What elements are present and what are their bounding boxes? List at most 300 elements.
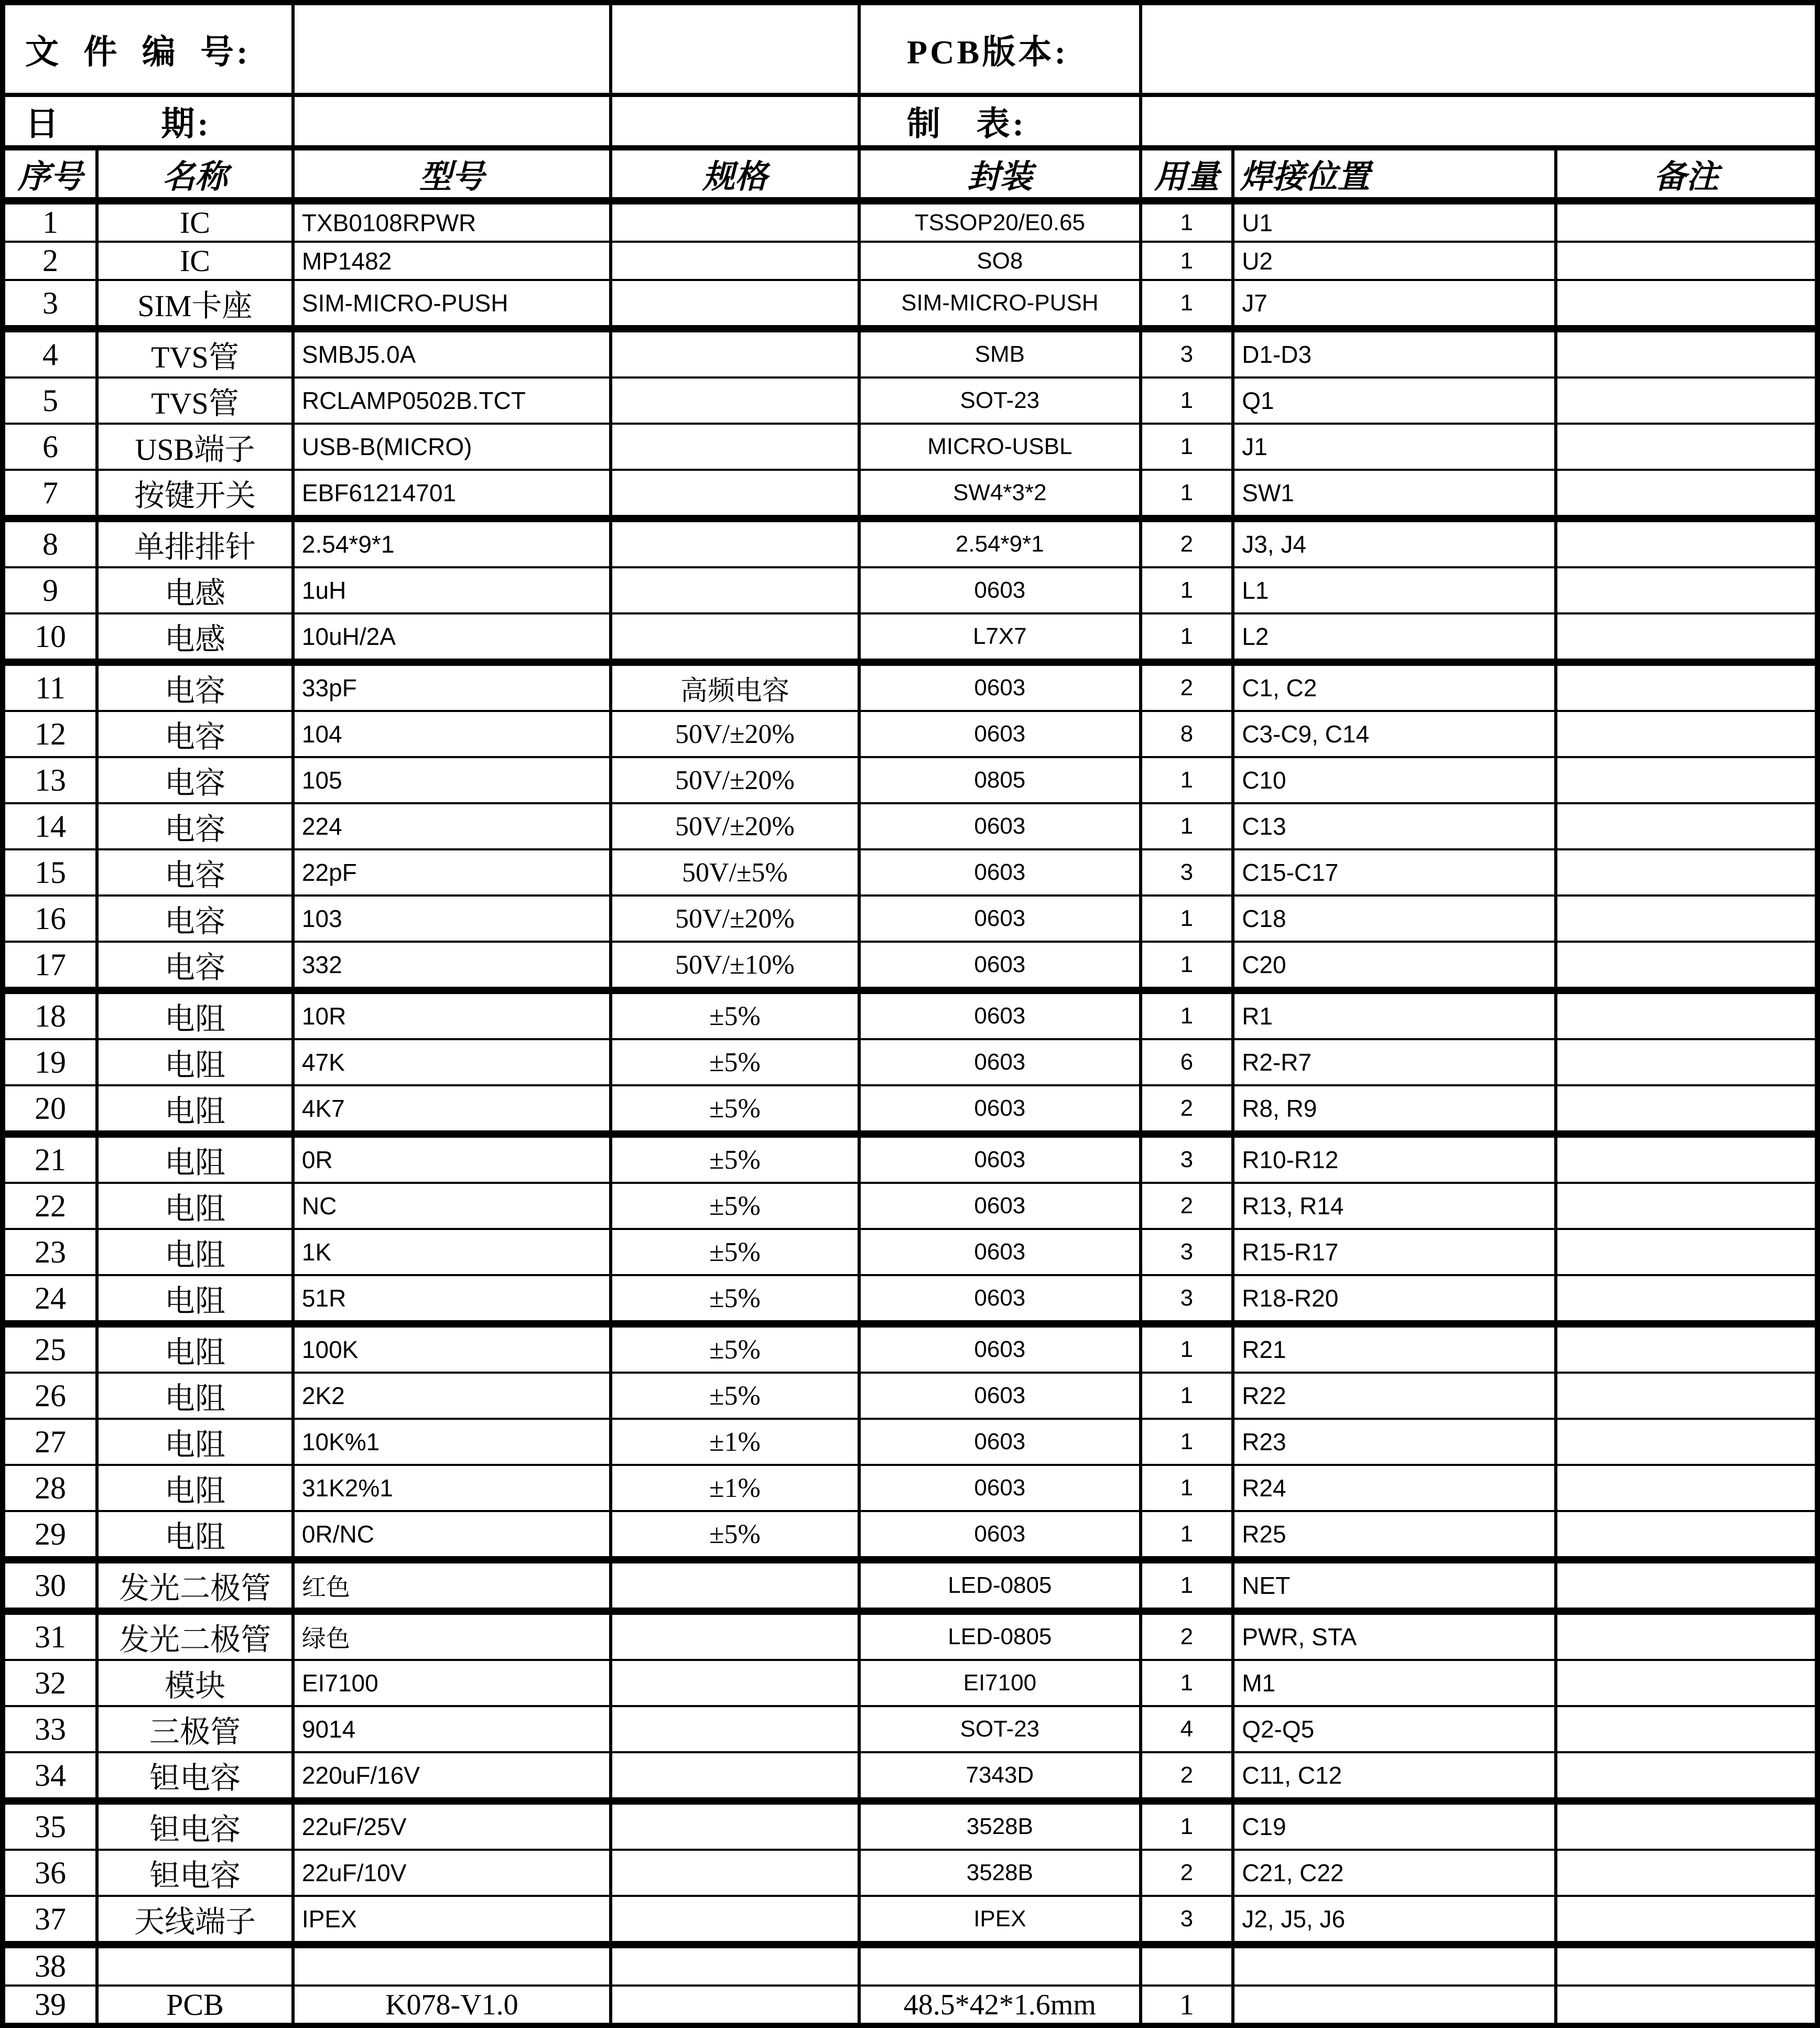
header-name: 名称 (97, 148, 293, 201)
cell-solder-location: C11, C12 (1233, 1752, 1556, 1801)
cell-qty: 1 (1141, 424, 1233, 470)
cell-name: 电阻 (97, 1039, 293, 1085)
cell-name: 电容 (97, 942, 293, 990)
header-spec: 规格 (611, 148, 859, 201)
bom-row (3, 329, 1817, 377)
date-label: 日 期: (3, 95, 293, 148)
cell-qty: 1 (1141, 613, 1233, 662)
cell-model: 红色 (293, 1560, 611, 1611)
cell-model: 22uF/10V (293, 1850, 611, 1896)
cell-model: 绿色 (293, 1611, 611, 1660)
cell-serial: 8 (3, 519, 97, 567)
cell-package: 7343D (859, 1752, 1141, 1801)
cell-serial: 17 (3, 942, 97, 990)
cell-name: 电感 (97, 613, 293, 662)
cell-solder-location: R21 (1233, 1324, 1556, 1373)
cell-qty: 1 (1141, 1419, 1233, 1465)
cell-name: 电阻 (97, 990, 293, 1039)
cell-qty: 3 (1141, 1134, 1233, 1183)
cell-serial: 15 (3, 849, 97, 896)
cell-package: 48.5*42*1.6mm (859, 1986, 1141, 2025)
cell-spec: ±5% (611, 990, 859, 1039)
tabulator-value (1141, 95, 1817, 148)
cell-note (1556, 470, 1817, 519)
cell-spec (611, 280, 859, 329)
cell-spec: ±5% (611, 1134, 859, 1183)
cell-name: 三极管 (97, 1706, 293, 1752)
cell-serial: 6 (3, 424, 97, 470)
bom-row (3, 1039, 1817, 1085)
cell-model: SMBJ5.0A (293, 329, 611, 377)
cell-note (1556, 990, 1817, 1039)
cell-solder-location: C13 (1233, 803, 1556, 849)
cell-serial: 37 (3, 1896, 97, 1945)
bom-row (3, 1660, 1817, 1706)
bom-row (3, 519, 1817, 567)
cell-spec: ±5% (611, 1183, 859, 1229)
cell-solder-location: J7 (1233, 280, 1556, 329)
cell-package: 0603 (859, 896, 1141, 942)
cell-note (1556, 1945, 1817, 1986)
cell-solder-location: PWR, STA (1233, 1611, 1556, 1660)
cell-name: 电阻 (97, 1465, 293, 1511)
cell-package (859, 1945, 1141, 1986)
cell-note (1556, 280, 1817, 329)
cell-spec (611, 470, 859, 519)
cell-qty: 1 (1141, 470, 1233, 519)
cell-spec: ±5% (611, 1511, 859, 1560)
cell-name: 电感 (97, 567, 293, 613)
cell-package: IPEX (859, 1896, 1141, 1945)
cell-model: 22pF (293, 849, 611, 896)
cell-model: 4K7 (293, 1085, 611, 1134)
cell-note (1556, 424, 1817, 470)
cell-qty: 2 (1141, 519, 1233, 567)
cell-spec: ±5% (611, 1373, 859, 1419)
cell-name: 模块 (97, 1660, 293, 1706)
cell-solder-location: M1 (1233, 1660, 1556, 1706)
cell-note (1556, 519, 1817, 567)
cell-package: SIM-MICRO-PUSH (859, 280, 1141, 329)
cell-note (1556, 1183, 1817, 1229)
cell-name: 单排排针 (97, 519, 293, 567)
cell-name: 按键开关 (97, 470, 293, 519)
date-value (293, 95, 611, 148)
cell-solder-location: R24 (1233, 1465, 1556, 1511)
bom-row (3, 942, 1817, 990)
bom-row (3, 470, 1817, 519)
cell-package: 0603 (859, 849, 1141, 896)
cell-qty: 2 (1141, 1752, 1233, 1801)
cell-spec (611, 1850, 859, 1896)
header-solder-location: 焊接位置 (1233, 148, 1556, 201)
cell-spec (611, 1660, 859, 1706)
cell-qty: 2 (1141, 1183, 1233, 1229)
cell-package: TSSOP20/E0.65 (859, 201, 1141, 242)
cell-spec (611, 242, 859, 280)
cell-serial: 32 (3, 1660, 97, 1706)
cell-serial: 19 (3, 1039, 97, 1085)
bom-row (3, 1945, 1817, 1986)
cell-package: 0603 (859, 567, 1141, 613)
cell-spec (611, 1706, 859, 1752)
header-serial: 序号 (3, 148, 97, 201)
cell-name: IC (97, 201, 293, 242)
cell-serial: 14 (3, 803, 97, 849)
header-package: 封装 (859, 148, 1141, 201)
cell-note (1556, 1465, 1817, 1511)
cell-note (1556, 201, 1817, 242)
bom-row (3, 1324, 1817, 1373)
cell-serial: 33 (3, 1706, 97, 1752)
cell-solder-location: J1 (1233, 424, 1556, 470)
cell-package: SW4*3*2 (859, 470, 1141, 519)
bom-row (3, 1850, 1817, 1896)
cell-spec (611, 424, 859, 470)
cell-serial: 12 (3, 711, 97, 757)
cell-note (1556, 1660, 1817, 1706)
cell-note (1556, 1419, 1817, 1465)
cell-model: 105 (293, 757, 611, 803)
cell-name: 电容 (97, 803, 293, 849)
bom-row (3, 1275, 1817, 1324)
cell-note (1556, 1560, 1817, 1611)
cell-name: 电阻 (97, 1229, 293, 1275)
cell-solder-location: J3, J4 (1233, 519, 1556, 567)
cell-model: 2K2 (293, 1373, 611, 1419)
cell-note (1556, 377, 1817, 424)
cell-name: 发光二极管 (97, 1560, 293, 1611)
cell-model: TXB0108RPWR (293, 201, 611, 242)
cell-model: 10R (293, 990, 611, 1039)
cell-qty: 2 (1141, 1850, 1233, 1896)
cell-package: 0603 (859, 990, 1141, 1039)
bom-row (3, 1419, 1817, 1465)
cell-package: 0603 (859, 662, 1141, 711)
cell-solder-location: U2 (1233, 242, 1556, 280)
file-number-value (293, 3, 611, 95)
cell-model: 103 (293, 896, 611, 942)
cell-spec (611, 567, 859, 613)
cell-model: 9014 (293, 1706, 611, 1752)
cell-spec: 50V/±5% (611, 849, 859, 896)
bom-row (3, 896, 1817, 942)
cell-name: 电阻 (97, 1275, 293, 1324)
cell-solder-location: R22 (1233, 1373, 1556, 1419)
cell-serial: 34 (3, 1752, 97, 1801)
cell-qty: 1 (1141, 1801, 1233, 1850)
cell-model: 0R (293, 1134, 611, 1183)
cell-serial: 36 (3, 1850, 97, 1896)
cell-solder-location: C10 (1233, 757, 1556, 803)
bom-row (3, 424, 1817, 470)
cell-note (1556, 1324, 1817, 1373)
cell-package: 0603 (859, 1511, 1141, 1560)
bom-row (3, 1465, 1817, 1511)
bom-row (3, 613, 1817, 662)
cell-name: 电阻 (97, 1134, 293, 1183)
cell-solder-location: J2, J5, J6 (1233, 1896, 1556, 1945)
cell-package: 0603 (859, 803, 1141, 849)
header-note: 备注 (1556, 148, 1817, 201)
cell-qty: 1 (1141, 377, 1233, 424)
cell-spec: ±5% (611, 1275, 859, 1324)
cell-serial: 25 (3, 1324, 97, 1373)
cell-serial: 4 (3, 329, 97, 377)
cell-serial: 22 (3, 1183, 97, 1229)
cell-solder-location (1233, 1986, 1556, 2025)
bom-row (3, 662, 1817, 711)
cell-qty: 2 (1141, 662, 1233, 711)
cell-serial: 3 (3, 280, 97, 329)
bom-row (3, 1183, 1817, 1229)
date-row-spacer-cell (611, 95, 859, 148)
cell-model: 2.54*9*1 (293, 519, 611, 567)
cell-package: 0603 (859, 1229, 1141, 1275)
cell-model: 31K2%1 (293, 1465, 611, 1511)
cell-model: 22uF/25V (293, 1801, 611, 1850)
cell-package: EI7100 (859, 1660, 1141, 1706)
cell-serial: 21 (3, 1134, 97, 1183)
header-model: 型号 (293, 148, 611, 201)
cell-solder-location: SW1 (1233, 470, 1556, 519)
cell-note (1556, 1229, 1817, 1275)
cell-spec (611, 1896, 859, 1945)
cell-solder-location: R25 (1233, 1511, 1556, 1560)
cell-package: 2.54*9*1 (859, 519, 1141, 567)
cell-spec: 50V/±20% (611, 896, 859, 942)
cell-model: 47K (293, 1039, 611, 1085)
cell-name: 电容 (97, 896, 293, 942)
cell-serial: 28 (3, 1465, 97, 1511)
cell-solder-location: R8, R9 (1233, 1085, 1556, 1134)
cell-package: SOT-23 (859, 1706, 1141, 1752)
cell-solder-location: C1, C2 (1233, 662, 1556, 711)
cell-spec (611, 329, 859, 377)
cell-solder-location: R18-R20 (1233, 1275, 1556, 1324)
cell-spec (611, 519, 859, 567)
bom-row (3, 1134, 1817, 1183)
cell-note (1556, 1706, 1817, 1752)
cell-serial: 18 (3, 990, 97, 1039)
cell-qty: 1 (1141, 280, 1233, 329)
cell-package: LED-0805 (859, 1611, 1141, 1660)
cell-model: EI7100 (293, 1660, 611, 1706)
cell-qty: 1 (1141, 757, 1233, 803)
cell-serial: 11 (3, 662, 97, 711)
cell-note (1556, 1752, 1817, 1801)
cell-name: 电阻 (97, 1324, 293, 1373)
cell-name: 电阻 (97, 1419, 293, 1465)
cell-serial: 23 (3, 1229, 97, 1275)
cell-serial: 29 (3, 1511, 97, 1560)
cell-spec (611, 201, 859, 242)
cell-spec: 50V/±20% (611, 711, 859, 757)
cell-spec: 50V/±20% (611, 757, 859, 803)
cell-spec: ±5% (611, 1039, 859, 1085)
cell-qty: 1 (1141, 1511, 1233, 1560)
cell-solder-location: R2-R7 (1233, 1039, 1556, 1085)
cell-package: 0603 (859, 1085, 1141, 1134)
cell-model: IPEX (293, 1896, 611, 1945)
cell-name: TVS管 (97, 377, 293, 424)
cell-name: 电阻 (97, 1373, 293, 1419)
cell-solder-location: C18 (1233, 896, 1556, 942)
cell-qty: 3 (1141, 1275, 1233, 1324)
cell-note (1556, 942, 1817, 990)
cell-note (1556, 329, 1817, 377)
bom-row (3, 1752, 1817, 1801)
cell-serial: 38 (3, 1945, 97, 1986)
cell-note (1556, 849, 1817, 896)
cell-spec (611, 1752, 859, 1801)
cell-serial: 26 (3, 1373, 97, 1419)
cell-package: 3528B (859, 1801, 1141, 1850)
cell-note (1556, 1085, 1817, 1134)
header-qty: 用量 (1141, 148, 1233, 201)
cell-model: NC (293, 1183, 611, 1229)
cell-model: 104 (293, 711, 611, 757)
cell-model: 224 (293, 803, 611, 849)
pcb-version-value (1141, 3, 1817, 95)
cell-name: 发光二极管 (97, 1611, 293, 1660)
cell-spec (611, 1945, 859, 1986)
cell-package: SOT-23 (859, 377, 1141, 424)
cell-serial: 31 (3, 1611, 97, 1660)
cell-note (1556, 567, 1817, 613)
cell-package: MICRO-USBL (859, 424, 1141, 470)
cell-note (1556, 662, 1817, 711)
cell-note (1556, 1511, 1817, 1560)
cell-note (1556, 1611, 1817, 1660)
cell-note (1556, 1801, 1817, 1850)
cell-qty: 1 (1141, 1324, 1233, 1373)
cell-solder-location: R15-R17 (1233, 1229, 1556, 1275)
cell-serial: 20 (3, 1085, 97, 1134)
cell-model: MP1482 (293, 242, 611, 280)
bom-row (3, 1229, 1817, 1275)
title-row-spacer-cell (611, 3, 859, 95)
cell-name: 电阻 (97, 1183, 293, 1229)
cell-spec: ±5% (611, 1229, 859, 1275)
cell-solder-location: C3-C9, C14 (1233, 711, 1556, 757)
cell-model: 332 (293, 942, 611, 990)
cell-serial: 30 (3, 1560, 97, 1611)
bom-row (3, 757, 1817, 803)
cell-model: 100K (293, 1324, 611, 1373)
cell-note (1556, 1986, 1817, 2025)
cell-model: 1uH (293, 567, 611, 613)
cell-note (1556, 242, 1817, 280)
cell-qty: 1 (1141, 1373, 1233, 1419)
cell-qty: 1 (1141, 567, 1233, 613)
cell-solder-location: L1 (1233, 567, 1556, 613)
cell-name: USB端子 (97, 424, 293, 470)
cell-spec (611, 1986, 859, 2025)
cell-solder-location: C15-C17 (1233, 849, 1556, 896)
cell-note (1556, 711, 1817, 757)
cell-solder-location: L2 (1233, 613, 1556, 662)
cell-spec: ±5% (611, 1085, 859, 1134)
bom-row (3, 1611, 1817, 1660)
cell-model: 10uH/2A (293, 613, 611, 662)
cell-name (97, 1945, 293, 1986)
cell-note (1556, 1373, 1817, 1419)
cell-name: 钽电容 (97, 1801, 293, 1850)
cell-package: 0603 (859, 1465, 1141, 1511)
cell-name: SIM卡座 (97, 280, 293, 329)
bom-row (3, 990, 1817, 1039)
cell-model: 51R (293, 1275, 611, 1324)
cell-qty: 1 (1141, 1660, 1233, 1706)
cell-package: 0603 (859, 711, 1141, 757)
cell-model: SIM-MICRO-PUSH (293, 280, 611, 329)
cell-model: K078-V1.0 (293, 1986, 611, 2025)
cell-qty: 1 (1141, 1560, 1233, 1611)
cell-solder-location: NET (1233, 1560, 1556, 1611)
cell-name: 电容 (97, 711, 293, 757)
cell-package: L7X7 (859, 613, 1141, 662)
file-number-label: 文 件 编 号: (3, 3, 293, 95)
cell-serial: 2 (3, 242, 97, 280)
cell-serial: 13 (3, 757, 97, 803)
cell-model: EBF61214701 (293, 470, 611, 519)
cell-name: TVS管 (97, 329, 293, 377)
cell-qty: 1 (1141, 242, 1233, 280)
cell-qty: 3 (1141, 1896, 1233, 1945)
cell-model (293, 1945, 611, 1986)
cell-qty: 1 (1141, 1465, 1233, 1511)
cell-name: 电容 (97, 849, 293, 896)
cell-note (1556, 803, 1817, 849)
cell-serial: 1 (3, 201, 97, 242)
cell-qty: 1 (1141, 896, 1233, 942)
cell-name: 钽电容 (97, 1850, 293, 1896)
cell-qty: 3 (1141, 1229, 1233, 1275)
cell-qty: 2 (1141, 1611, 1233, 1660)
cell-spec: 50V/±10% (611, 942, 859, 990)
cell-name: 电容 (97, 662, 293, 711)
cell-spec (611, 377, 859, 424)
cell-package: 3528B (859, 1850, 1141, 1896)
cell-spec: ±1% (611, 1419, 859, 1465)
bom-row (3, 711, 1817, 757)
cell-model: 220uF/16V (293, 1752, 611, 1801)
cell-note (1556, 1896, 1817, 1945)
cell-serial: 9 (3, 567, 97, 613)
bom-row (3, 1373, 1817, 1419)
cell-solder-location: C20 (1233, 942, 1556, 990)
cell-qty: 1 (1141, 990, 1233, 1039)
cell-qty: 2 (1141, 1085, 1233, 1134)
cell-model: 10K%1 (293, 1419, 611, 1465)
cell-note (1556, 1134, 1817, 1183)
cell-qty: 1 (1141, 942, 1233, 990)
cell-qty: 3 (1141, 329, 1233, 377)
cell-package: 0805 (859, 757, 1141, 803)
cell-qty (1141, 1945, 1233, 1986)
cell-model: USB-B(MICRO) (293, 424, 611, 470)
cell-spec: ±5% (611, 1324, 859, 1373)
bom-row (3, 1986, 1817, 2025)
cell-note (1556, 1039, 1817, 1085)
cell-name: IC (97, 242, 293, 280)
bom-row (3, 803, 1817, 849)
cell-model: 0R/NC (293, 1511, 611, 1560)
cell-solder-location: R1 (1233, 990, 1556, 1039)
cell-qty: 4 (1141, 1706, 1233, 1752)
cell-spec (611, 1560, 859, 1611)
